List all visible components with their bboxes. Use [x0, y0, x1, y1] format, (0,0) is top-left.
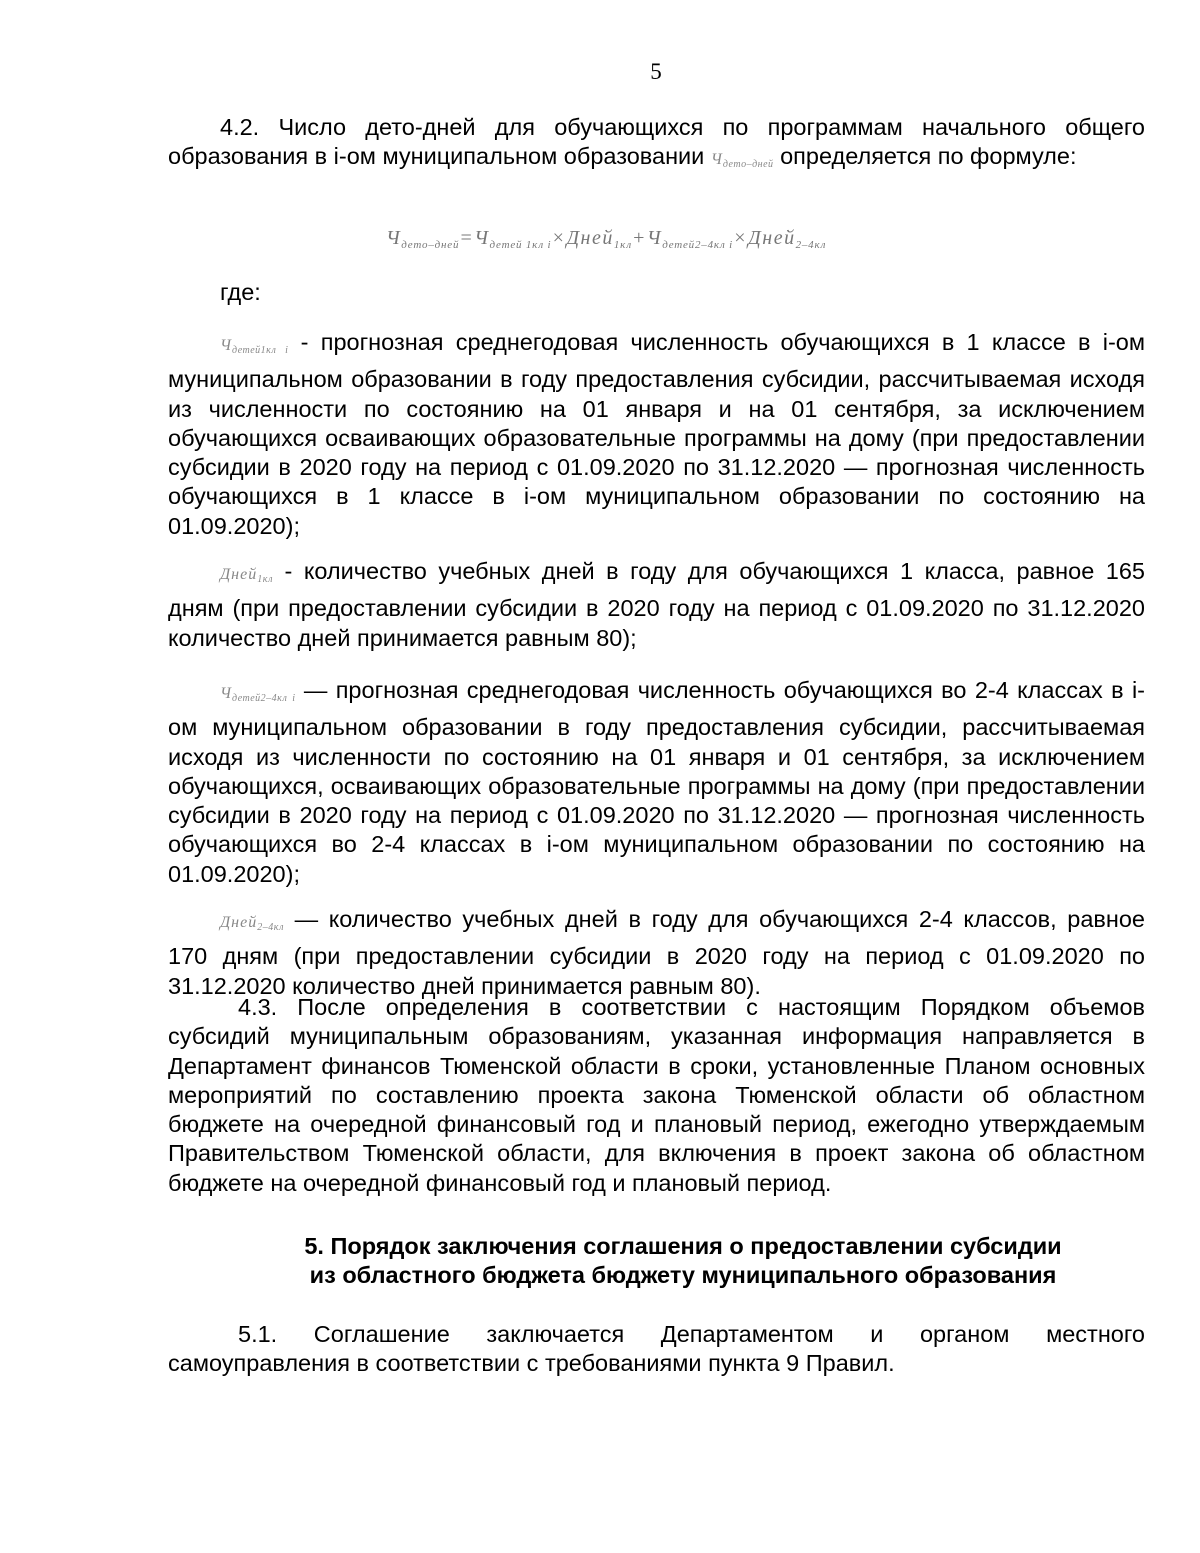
symbol-base: Ч	[220, 337, 233, 354]
symbol-base: Ч	[710, 151, 723, 169]
formula-child-days	[386, 223, 986, 260]
section-5-heading-line-2: из областного бюджета бюджету муниципального образования	[309, 1262, 1057, 1288]
symbol-children-grades-2-4	[220, 685, 296, 702]
definition-text: — количество учебных дней в году для обучающихся 2-4 классов, равное 170 дням (при предоставлении субсидии в 2020 году на период с 01.09.2020 по 31.12.2020 количество дней принимается равным 80).	[168, 906, 1145, 999]
where-label: где:	[220, 279, 261, 305]
definition-children-grades-2-4	[168, 676, 1145, 889]
paragraph-4-2	[168, 113, 1145, 180]
formula-subscript: 2–4кл	[795, 239, 827, 251]
paragraph-4-2-text-end: определяется по формуле:	[773, 143, 1077, 170]
formula-term: Ч	[646, 227, 663, 249]
definition-days-grades-2-4	[168, 905, 1145, 1001]
symbol-base: Дней	[220, 914, 258, 931]
symbol-subscript: 1кл	[257, 574, 273, 585]
definition-days-grade-1	[168, 557, 1145, 653]
formula-subscript: детей2–4кл i	[662, 239, 734, 251]
definition-children-grade-1	[168, 328, 1145, 541]
paragraph-4-3: 4.3. После определения в соответствии с настоящим Порядком объемов субсидий муниципальным образованиям, указанная информация направляется в Департамент финансов Тюменской области в сроки, установленные Планом основных мероприятий по составлению проекта закона Тюменской области об областном бюджете на очередной финансовый год и плановый период, ежегодно утверждаемым Правительством Тюменской области, для включения в проект закона об областном бюджете на очередной финансовый год и плановый период.	[168, 994, 1145, 1196]
page-number: 5	[650, 59, 662, 84]
formula-subscript: 1кл	[613, 239, 632, 251]
symbol-base: Дней	[220, 566, 258, 583]
symbol-base: Ч	[220, 685, 233, 702]
paragraph-5-1: 5.1. Соглашение заключается Департаментом и органом местного самоуправления в соответствии с требованиями пункта 9 Правил.	[168, 1321, 1145, 1377]
symbol-days-grades-2-4	[220, 914, 284, 931]
definition-text: — прогнозная среднегодовая численность обучающихся во 2-4 классах в i-ом муниципальном образовании в году предоставления субсидии, рассчитываемая исходя из численности по состоянию на 01 января и 01 сентября, за исключением обучающихся, осваивающих образовательные программы на дому (при предоставлении субсидии в 2020 году на период с 01.09.2020 по 31.12.2020 — прогнозная численность обучающихся во 2-4 классах в i-ом муниципальном образовании по состоянию на 01.09.2020);	[168, 677, 1145, 887]
formula-operator: ×	[551, 227, 567, 249]
formula-term: Ч	[474, 227, 490, 249]
symbol-subscript: детей2–4кл i	[232, 693, 296, 704]
paragraph-4-2-text-start: 4.2. Число дето-дней для обучающихся по программам начального общего образования в i-ом муниципальном образовании	[168, 114, 1145, 170]
symbol-children-grade-1	[220, 337, 288, 354]
symbol-subscript: дето–дней	[722, 159, 774, 171]
formula-subscript: детей 1кл i	[489, 239, 552, 251]
formula-operator: +	[631, 227, 647, 249]
formula-operator: ×	[733, 227, 749, 249]
formula-subscript: дето–дней	[401, 239, 460, 251]
formula-term: Дней	[566, 227, 614, 249]
symbol-days-grade-1	[220, 566, 273, 583]
formula-term: Дней	[748, 227, 796, 249]
symbol-subscript: детей1кл i	[232, 345, 289, 356]
formula-term: Ч	[386, 227, 402, 249]
definition-text: - количество учебных дней в году для обучающихся 1 класса, равное 165 дням (при предоставлении субсидии в 2020 году на период с 01.09.2020 по 31.12.2020 количество дней принимается равным 80);	[168, 558, 1145, 651]
section-5-heading-line-1: 5. Порядок заключения соглашения о предоставлении субсидии	[304, 1233, 1062, 1259]
symbol-child-days	[710, 151, 774, 171]
formula-operator: =	[459, 227, 475, 249]
symbol-subscript: 2–4кл	[257, 922, 284, 933]
definition-text: - прогнозная среднегодовая численность обучающихся в 1 классе в i-ом муниципальном образовании в году предоставления субсидии, рассчитываемая исходя из численности по состоянию на 01 января и на 01 сентября, за исключением обучающихся осваивающих образовательные программы на дому (при предоставлении субсидии в 2020 году на период с 01.09.2020 по 31.12.2020 — прогнозная численность обучающихся в 1 классе в i-ом муниципальном образовании по состоянию на 01.09.2020);	[168, 329, 1146, 539]
